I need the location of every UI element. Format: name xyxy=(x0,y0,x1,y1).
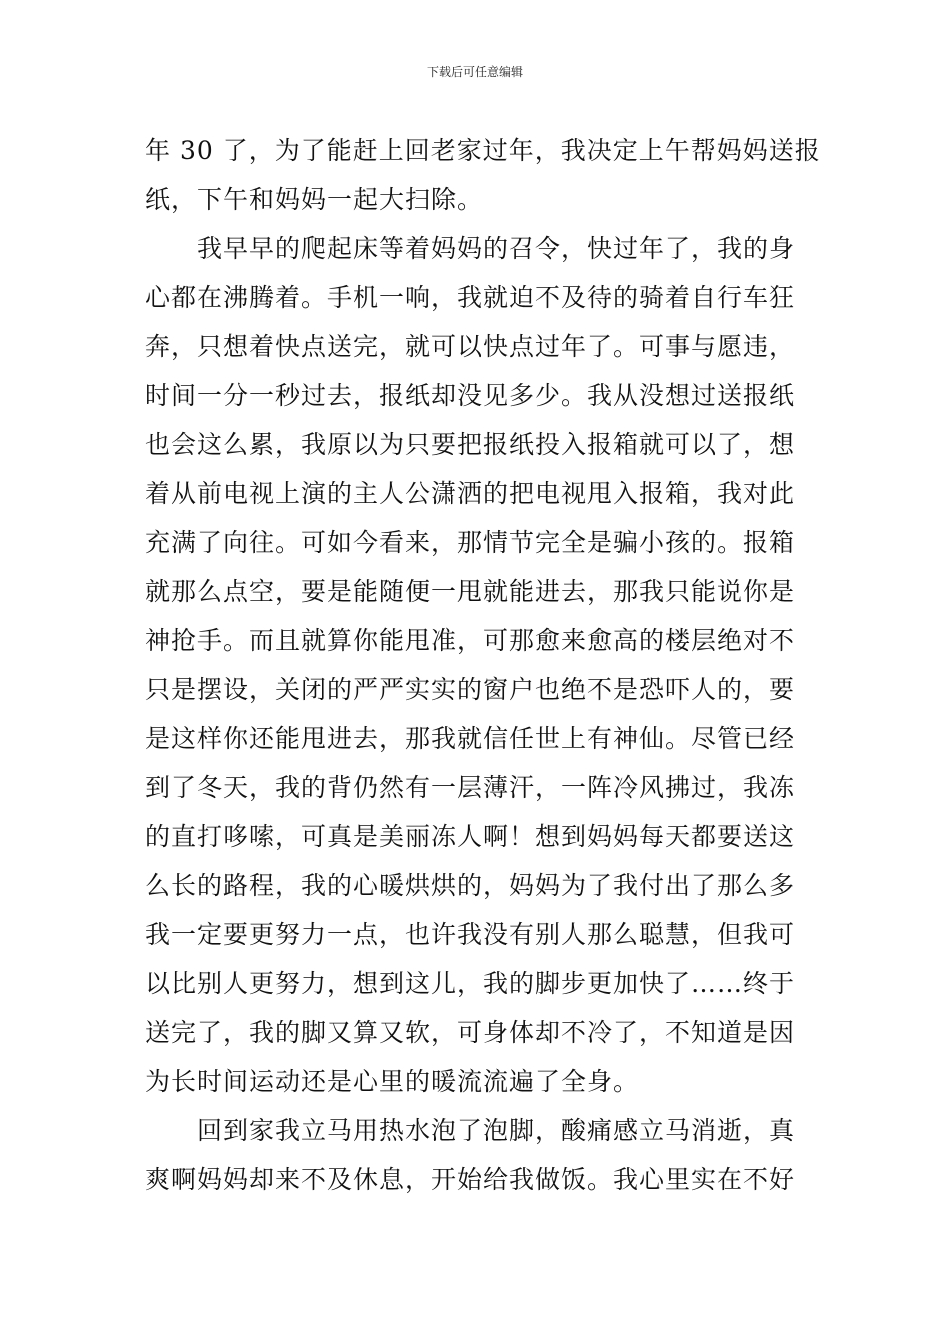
text-line: 以比别人更努力，想到这儿，我的脚步更加快了……终于 xyxy=(145,969,796,998)
text-line: 年 30 了，为了能赶上回老家过年，我决定上午帮妈妈送报 xyxy=(145,136,821,165)
text-line: 回到家我立马用热水泡了泡脚，酸痛感立马消逝，真 xyxy=(145,1116,796,1145)
text-line: 只是摆设，关闭的严严实实的窗户也绝不是恐吓人的，要 xyxy=(145,675,796,704)
page-header: 下载后可任意编辑 xyxy=(426,65,523,79)
body-text xyxy=(145,126,825,1204)
text-line: 么长的路程，我的心暖烘烘的，妈妈为了我付出了那么多 xyxy=(145,871,796,900)
text-line: 充满了向往。可如今看来，那情节完全是骗小孩的。报箱 xyxy=(145,528,796,557)
text-line: 爽啊妈妈却来不及休息，开始给我做饭。我心里实在不好 xyxy=(145,1165,796,1194)
text-line: 为长时间运动还是心里的暖流流遍了全身。 xyxy=(145,1067,640,1096)
text-line: 我早早的爬起床等着妈妈的召令，快过年了，我的身 xyxy=(145,234,796,263)
text-line: 的直打哆嗦，可真是美丽冻人啊！想到妈妈每天都要送这 xyxy=(145,822,796,851)
text-line: 是这样你还能甩进去，那我就信任世上有神仙。尽管已经 xyxy=(145,724,796,753)
text-line: 也会这么累，我原以为只要把报纸投入报箱就可以了，想 xyxy=(145,430,796,459)
text-line: 奔，只想着快点送完，就可以快点过年了。可事与愿违， xyxy=(145,332,796,361)
text-line: 着从前电视上演的主人公潇洒的把电视甩入报箱，我对此 xyxy=(145,479,796,508)
text-line: 到了冬天，我的背仍然有一层薄汗，一阵冷风拂过，我冻 xyxy=(145,773,796,802)
text-line: 送完了，我的脚又算又软，可身体却不冷了，不知道是因 xyxy=(145,1018,796,1047)
text-line: 纸，下午和妈妈一起大扫除。 xyxy=(145,185,484,214)
text-line: 神抢手。而且就算你能甩准，可那愈来愈高的楼层绝对不 xyxy=(145,626,796,655)
text-line: 就那么点空，要是能随便一甩就能进去，那我只能说你是 xyxy=(145,577,796,606)
text-line: 时间一分一秒过去，报纸却没见多少。我从没想过送报纸 xyxy=(145,381,796,410)
text-line: 心都在沸腾着。手机一响，我就迫不及待的骑着自行车狂 xyxy=(145,283,796,312)
text-line: 我一定要更努力一点，也许我没有别人那么聪慧，但我可 xyxy=(145,920,796,949)
